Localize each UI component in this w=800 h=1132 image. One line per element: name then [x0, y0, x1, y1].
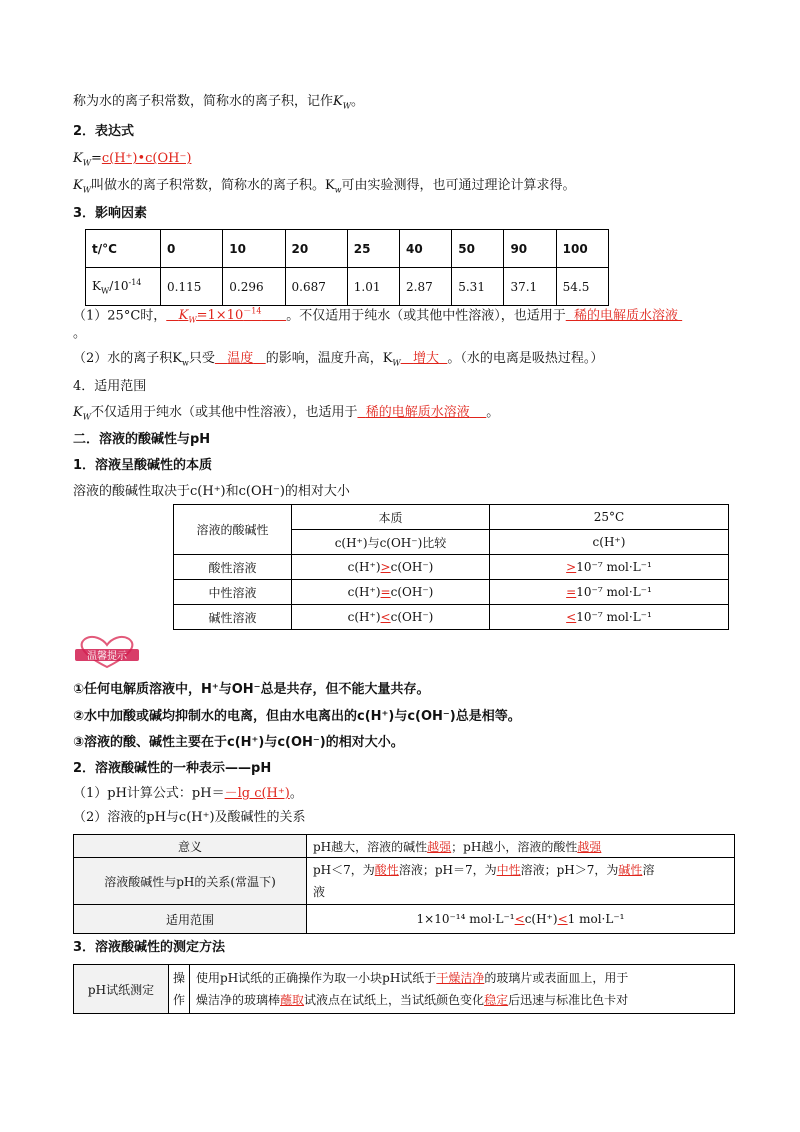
- table-row: 碱性溶液 c(H⁺)<c(OH⁻) <10⁻⁷ mol·L⁻¹: [174, 605, 729, 630]
- ph-relation-heading: （2）溶液的pH与c(H⁺)及酸碱性的关系: [73, 810, 306, 825]
- part-2-heading: 二．溶液的酸碱性与pH: [73, 432, 211, 447]
- intro-paragraph: 称为水的离子积常数，简称水的离子积，记作$K_W$。: [73, 94, 364, 111]
- answer-blank: 稀的电解质水溶液: [365, 405, 470, 420]
- ph-relation-table: [73, 834, 735, 934]
- part-2-2-heading: 2．溶液酸碱性的一种表示——pH: [73, 761, 272, 776]
- part-2-1-text: 溶液的酸碱性取决于c(H⁺)和c(OH⁻)的相对大小: [73, 484, 350, 499]
- answer-blank: 稀的电解质水溶液: [574, 308, 679, 324]
- point-2: （2）水的离子积$K_w$只受 温度 的影响，温度升高，$K_W$ 增大 。（水的电离是吸热过程。）: [73, 351, 604, 368]
- table-row: 溶液的酸碱性 本质 25°C: [174, 505, 729, 530]
- section-3-heading: 3．影响因素: [73, 206, 148, 221]
- tip-item: ②水中加酸或碱均抑制水的电离，但由水电离出的c(H⁺)与c(OH⁻)总是相等。: [73, 709, 521, 724]
- tip-item: ③溶液的酸、碱性主要在于c(H⁺)与c(OH⁻)的相对大小。: [73, 735, 404, 750]
- kw-description: $K_W$叫做水的离子积常数，简称水的离子积。$K_w$可由实验测得，也可通过理论计算求得。: [73, 178, 576, 195]
- answer-blank: 温度: [227, 351, 254, 366]
- section-4-heading: 4．适用范围: [73, 379, 147, 394]
- ph-test-table: [73, 964, 735, 1014]
- table-row: 意义 pH越大，溶液的碱性越强；pH越小，溶液的酸性越强: [74, 835, 735, 858]
- ph-formula: （1）pH计算公式：pH＝－lg c(H⁺)。: [73, 786, 303, 801]
- row-label: $K_W/10^{-14}$: [86, 268, 161, 306]
- table-row: t/°C 0 10 20 25 40 50 90 100: [86, 230, 609, 268]
- part-2-3-heading: 3．溶液酸碱性的测定方法: [73, 940, 226, 955]
- tip-heart-logo: [73, 635, 141, 669]
- table-row: 溶液酸碱性与pH的关系(常温下) pH＜7，为酸性溶液；pH＝7，为中性溶液；pH＞7，为碱性溶 液: [74, 858, 735, 905]
- table-row: 酸性溶液 c(H⁺)>c(OH⁻) >10⁻⁷ mol·L⁻¹: [174, 555, 729, 580]
- answer-blank: $K_W=1\times 10^{-14}$: [178, 307, 262, 325]
- table-row: 适用范围 1×10⁻¹⁴ mol·L⁻¹<c(H⁺)<1 mol·L⁻¹: [74, 905, 735, 934]
- tip-item: ①任何电解质溶液中，H⁺与OH⁻总是共存，但不能大量共存。: [73, 682, 430, 697]
- table-row: $K_W/10^{-14}$ 0.115 0.296 0.687 1.01 2.87 5.31 37.1 54.5: [86, 268, 609, 306]
- formula-answer: c(H⁺)•c(OH⁻): [101, 151, 192, 166]
- point-1: （1）25°C时， $K_W=1\times 10^{-14}$ 。不仅适用于纯水（或其他中性溶液），也适用于 稀的电解质水溶液: [73, 302, 682, 331]
- part-2-1-heading: 1．溶液呈酸碱性的本质: [73, 458, 213, 473]
- table-row: pH试纸测定 操 作 使用pH试纸的正确操作为取一小块pH试纸于干燥洁净的玻璃片或表面皿上，用于 燥洁净的玻璃棒蘸取试液点在试纸上，当试纸颜色变化稳定后迅速与标准比色卡对: [74, 965, 735, 1014]
- table-row: c(H⁺)与c(OH⁻)比较 c(H⁺): [174, 530, 729, 555]
- answer-blank: 增大: [413, 351, 440, 366]
- section-2-heading: 2．表达式: [73, 124, 135, 139]
- acidity-table: [173, 504, 729, 630]
- kw-temperature-table: [85, 229, 609, 306]
- section-4-text: $K_W$不仅适用于纯水（或其他中性溶液），也适用于 稀的电解质水溶液 。: [73, 405, 500, 422]
- table-row: 中性溶液 c(H⁺)=c(OH⁻) =10⁻⁷ mol·L⁻¹: [174, 580, 729, 605]
- kw-formula: $K_W=c(H^+)•c(OH^-)$: [73, 151, 192, 168]
- point-1-end: 。: [73, 326, 87, 341]
- tip-logo-text: 温馨提示: [87, 651, 127, 662]
